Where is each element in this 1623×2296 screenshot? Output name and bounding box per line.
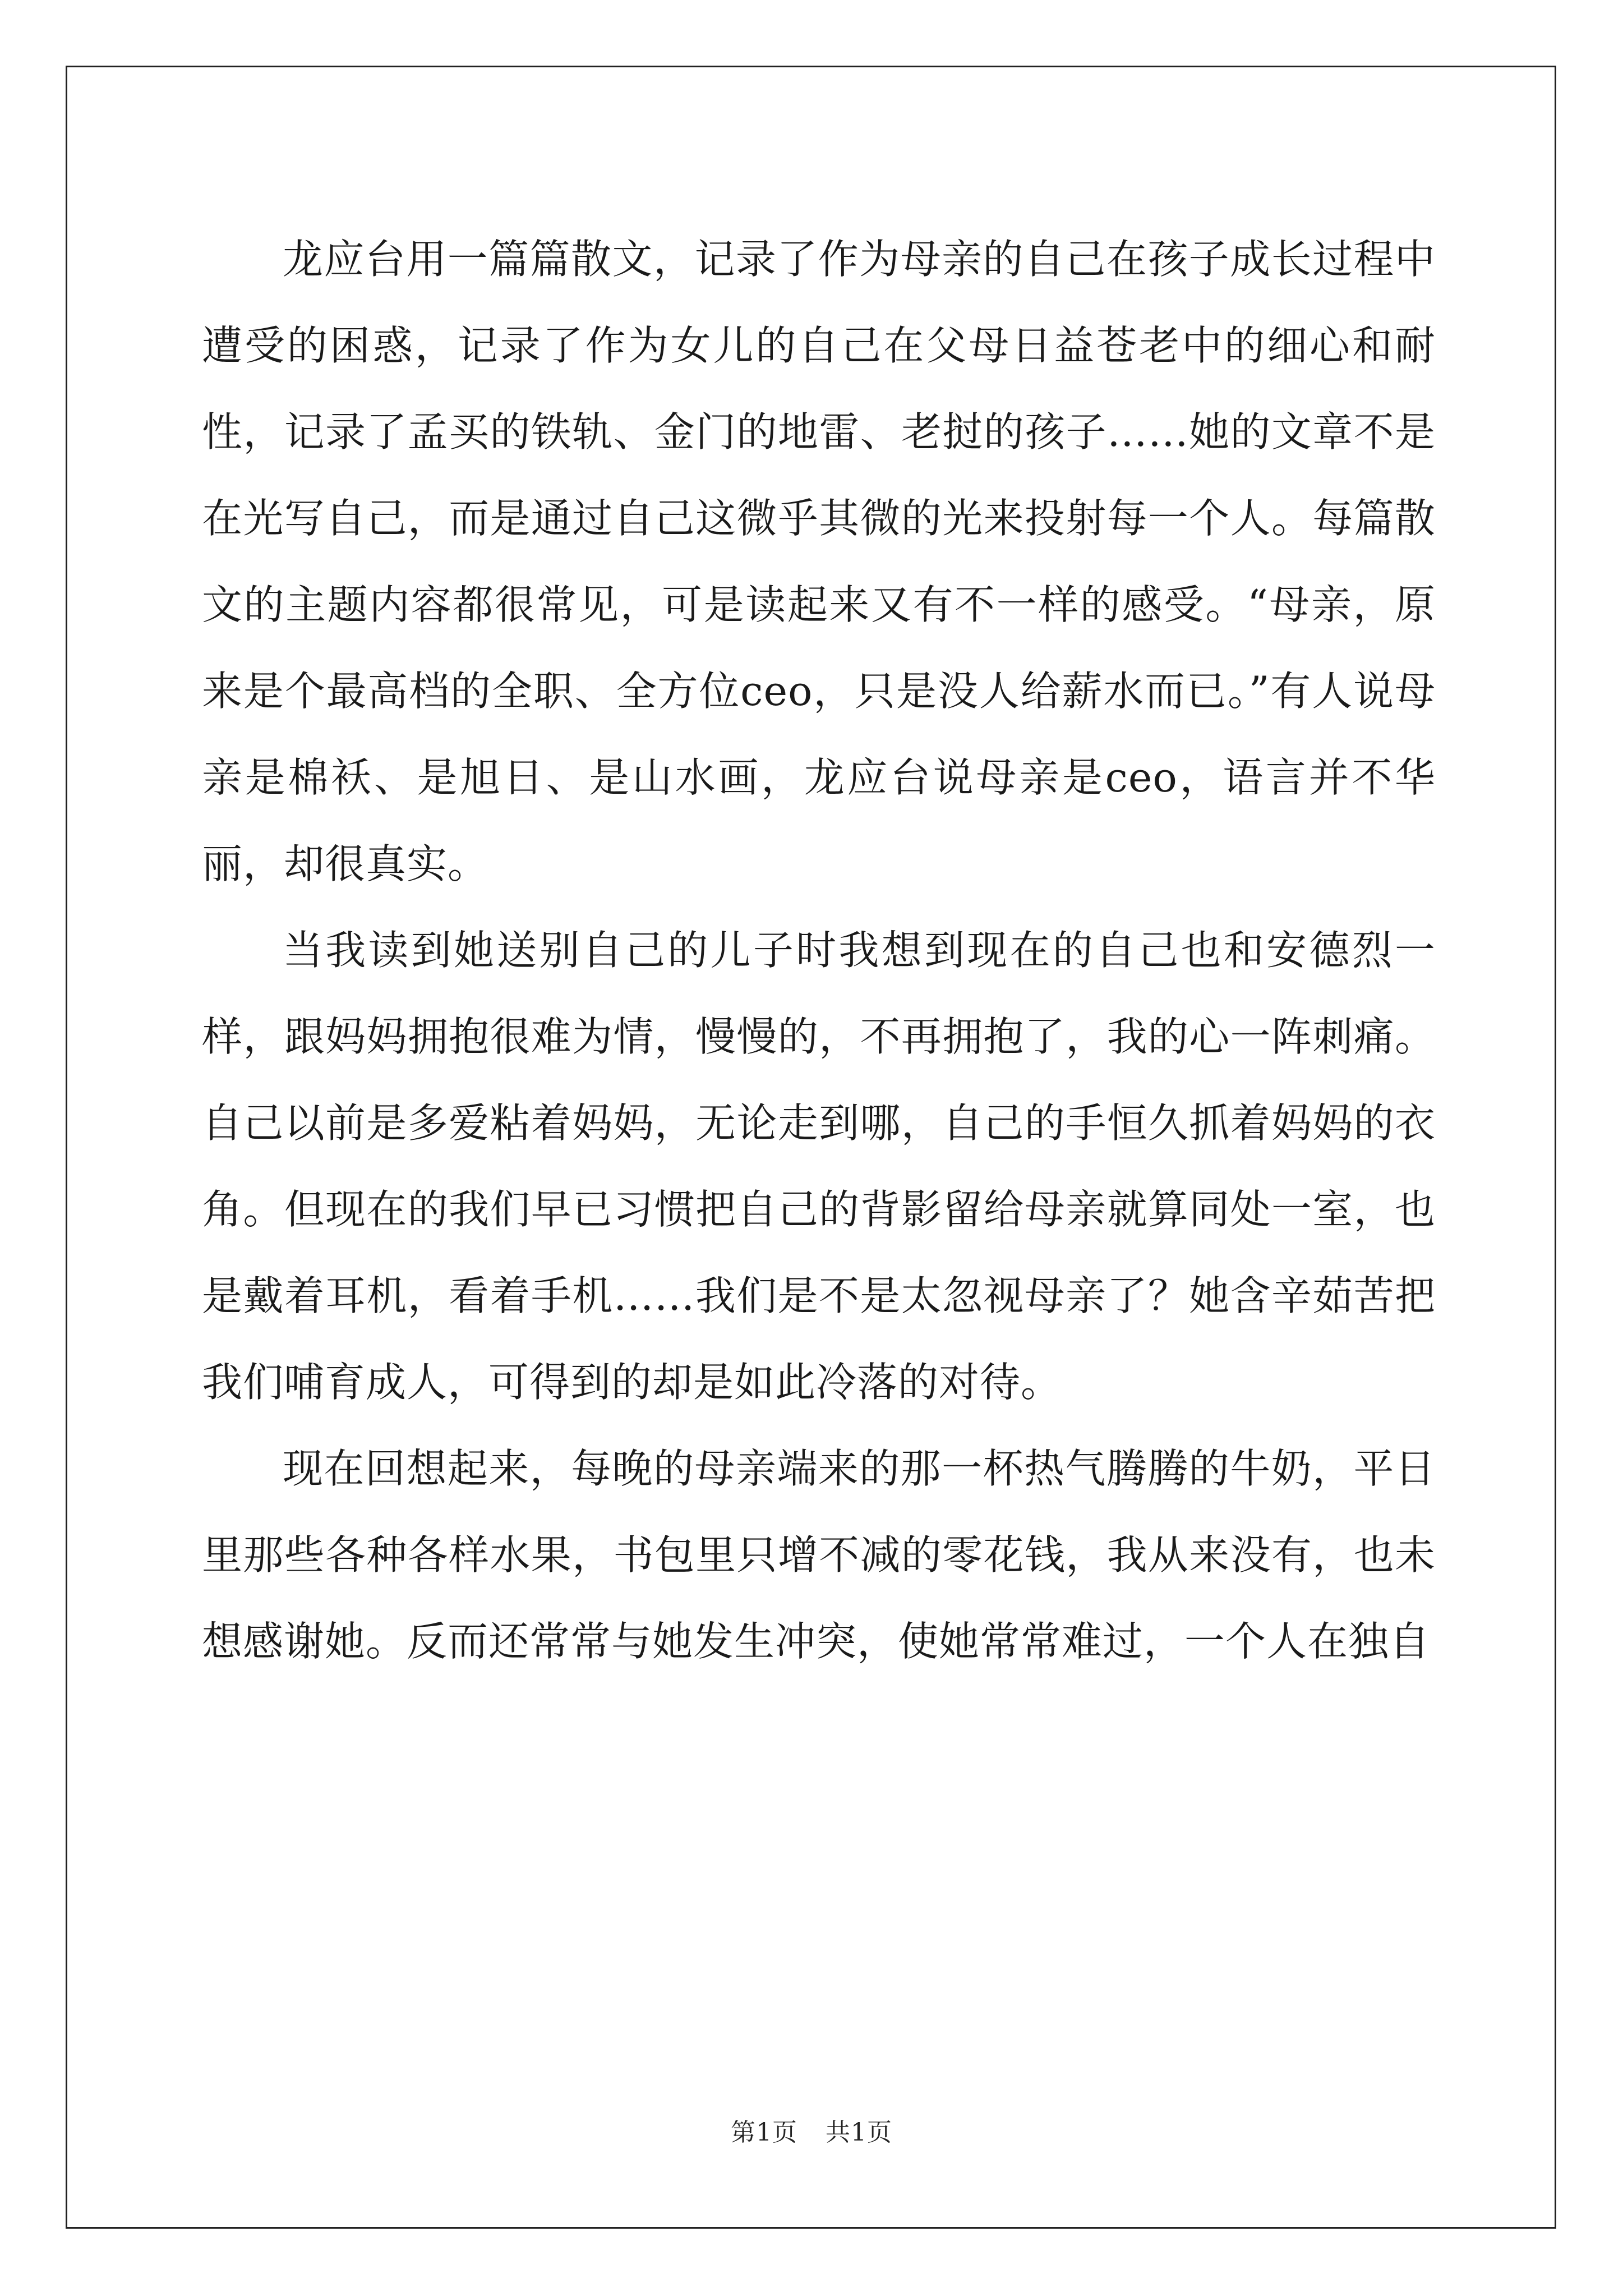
page-number-total: 共1页 bbox=[826, 2118, 892, 2147]
paragraph-2: 当我读到她送别自己的儿子时我想到现在的自己也和安德烈一样，跟妈妈拥抱很难为情，慢慢的，不再拥抱了，我的心一阵刺痛。自己以前是多爱粘着妈妈，无论走到哪，自己的手恒久抓着妈妈的衣角。但现在的我们早已习惯把自己的背影留给母亲就算同处一室，也是戴着耳机，看着手机……我们是不是太忽视母亲了？她含辛茹苦把我们哺育成人，可得到的却是如此冷落的对待。 bbox=[202, 927, 1436, 1406]
page-number-current: 第1页 bbox=[731, 2118, 797, 2147]
paragraph-1: 龙应台用一篇篇散文，记录了作为母亲的自己在孩子成长过程中遭受的困惑，记录了作为女儿的自己在父母日益苍老中的细心和耐性，记录了孟买的铁轨、金门的地雷、老挝的孩子……她的文章不是在光写自己，而是通过自己这微乎其微的光来投射每一个人。每篇散文的主题内容都很常见，可是读起来又有不一样的感受。“母亲，原来是个最高档的全职、全方位ceo，只是没人给薪水而已。”有人说母亲是棉袄、是旭日、是山水画，龙应台说母亲是ceo，语言并不华丽，却很真实。 bbox=[202, 236, 1436, 887]
document-body bbox=[202, 216, 1436, 1685]
page-footer bbox=[0, 2116, 1623, 2150]
paragraph-3: 现在回想起来，每晚的母亲端来的那一杯热气腾腾的牛奶，平日里那些各种各样水果，书包里只增不减的零花钱，我从来没有，也未想感谢她。反而还常常与她发生冲突，使她常常难过，一个人在独自 bbox=[202, 1445, 1436, 1665]
